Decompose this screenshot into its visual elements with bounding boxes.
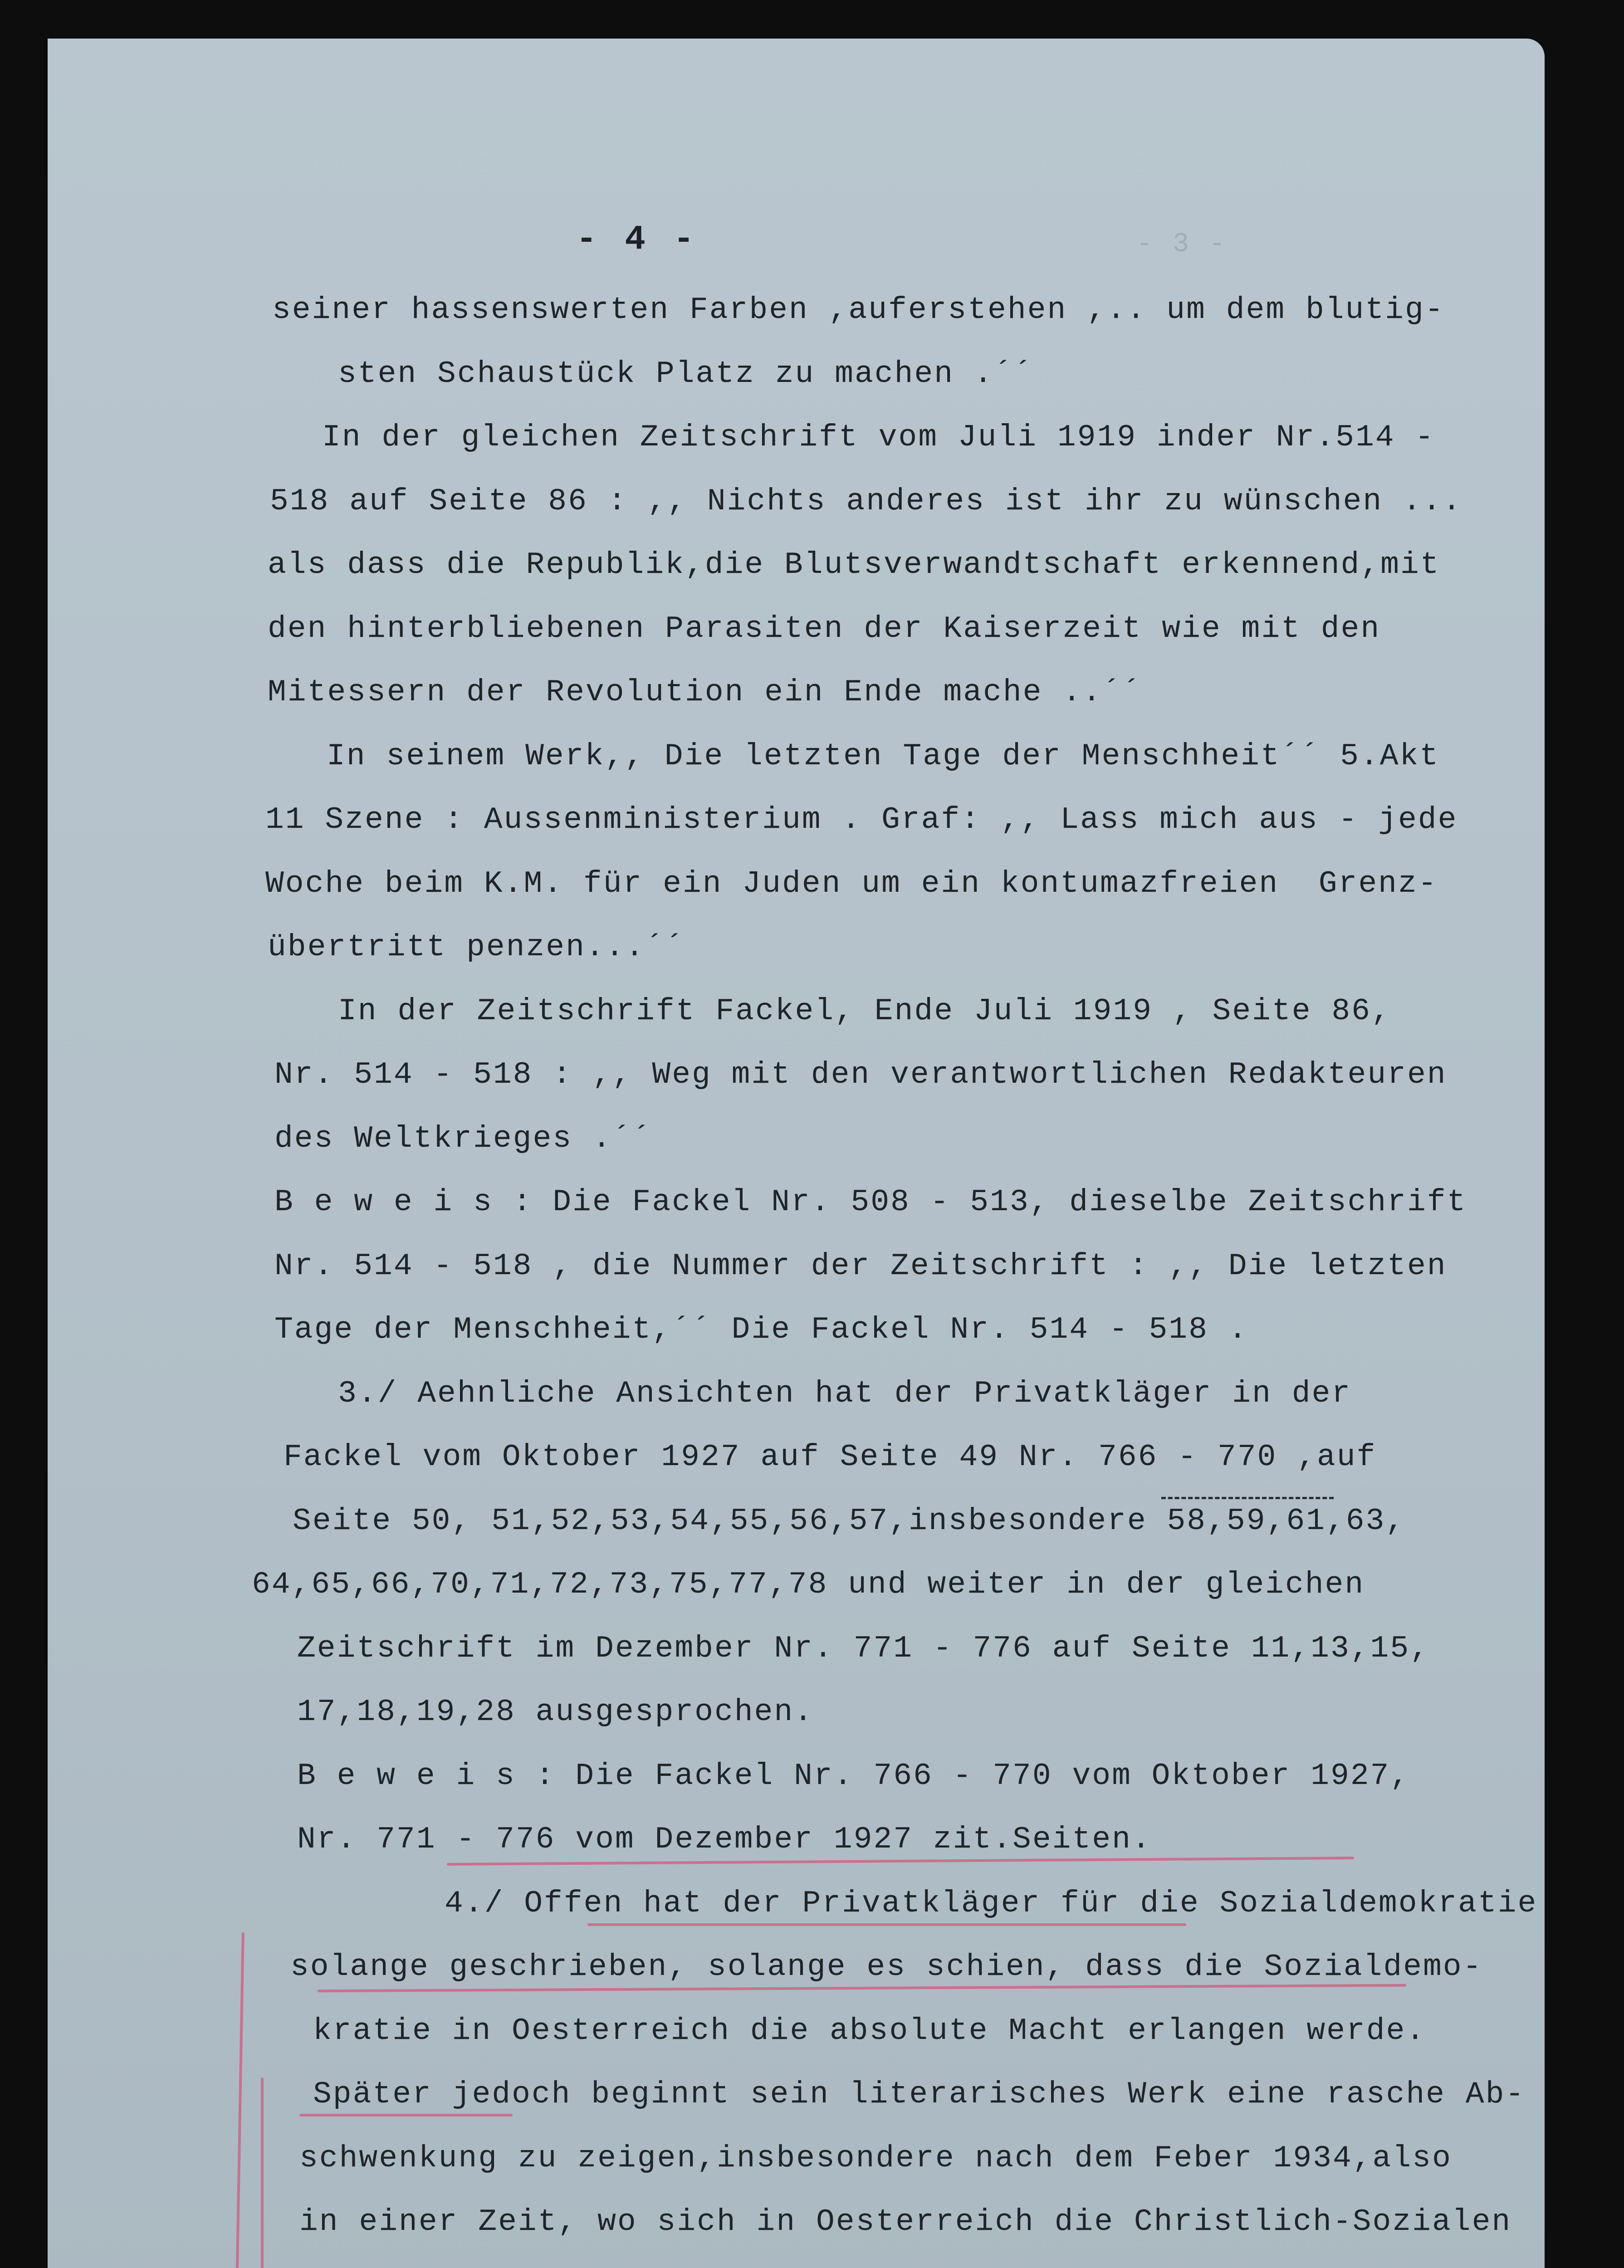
text-line: solange geschrieben, solange es schien, dass die Sozialdemo- — [290, 1950, 1483, 1984]
text-line: des Weltkrieges .´´ — [274, 1121, 652, 1156]
text-line: übertritt penzen...´´ — [268, 930, 685, 965]
text-line: Tage der Menschheit,´´ Die Fackel Nr. 514 - 518 . — [274, 1312, 1248, 1347]
text-line: 17,18,19,28 ausgesprochen. — [297, 1695, 814, 1730]
text-line: B e w e i s : Die Fackel Nr. 508 - 513, dieselbe Zeitschrift — [274, 1185, 1467, 1220]
typed-dash-underline — [1161, 1497, 1334, 1501]
text-line: In seinem Werk,, Die letzten Tage der Menschheit´´ 5.Akt — [327, 738, 1440, 774]
red-pen-margin-line — [261, 2077, 264, 2268]
red-pen-underline — [299, 2114, 513, 2116]
text-line: 3./ Aehnliche Ansichten hat der Privatkläger in der — [338, 1376, 1352, 1411]
text-line: in einer Zeit, wo sich in Oesterreich die Christlich-Sozialen — [299, 2204, 1512, 2239]
bleed-through-text: - 3 - — [1136, 229, 1228, 260]
text-line: Mitessern der Revolution ein Ende mache ..´´ — [268, 675, 1142, 710]
text-line: 11 Szene : Aussenministerium . Graf: ,, Lass mich aus - jede — [265, 802, 1458, 837]
red-pen-underline — [587, 1923, 1186, 1926]
text-line: sten Schaustück Platz zu machen .´´ — [338, 356, 1034, 391]
text-line: den hinterbliebenen Parasiten der Kaiserzeit wie mit den — [268, 611, 1381, 646]
text-line: B e w e i s : Die Fackel Nr. 766 - 770 vom Oktober 1927, — [297, 1758, 1410, 1794]
text-line: In der gleichen Zeitschrift vom Juli 1919 inder Nr.514 - — [322, 420, 1435, 455]
text-line: Fackel vom Oktober 1927 auf Seite 49 Nr. 766 - 770 ,auf — [284, 1440, 1377, 1475]
text-line: seiner hassenswerten Farben ,auferstehen ,.. um dem blutig- — [272, 293, 1445, 327]
text-line: Woche beim K.M. für ein Juden um ein kontumazfreien Grenz- — [265, 866, 1438, 901]
text-line: Nr. 514 - 518 , die Nummer der Zeitschrift : ,, Die letzten — [274, 1248, 1447, 1284]
text-line: 64,65,66,70,71,72,73,75,77,78 und weiter in der gleichen — [252, 1567, 1365, 1602]
text-line: Seite 50, 51,52,53,54,55,56,57,insbesondere 58,59,61,63, — [293, 1503, 1406, 1539]
text-line: Nr. 514 - 518 : ,, Weg mit den verantwortlichen Redakteuren — [274, 1057, 1447, 1092]
text-line: Nr. 771 - 776 vom Dezember 1927 zit.Seiten. — [297, 1822, 1152, 1857]
text-line: 4./ Offen hat der Privatkläger für die Sozialdemokratie — [445, 1886, 1538, 1921]
text-line: Später jedoch beginnt sein literarisches Werk eine rasche Ab- — [313, 2077, 1526, 2112]
page-number: - 4 - — [576, 220, 698, 259]
text-line: 518 auf Seite 86 : ,, Nichts anderes ist ihr zu wünschen ... — [270, 484, 1463, 519]
text-line: schwenkung zu zeigen,insbesondere nach dem Feber 1934,also — [299, 2141, 1452, 2176]
text-line: Zeitschrift im Dezember Nr. 771 - 776 auf Seite 11,13,15, — [297, 1631, 1430, 1666]
text-line: als dass die Republik,die Blutsverwandtschaft erkennend,mit — [268, 547, 1440, 582]
text-line: In der Zeitschrift Fackel, Ende Juli 1919 , Seite 86, — [338, 993, 1391, 1029]
text-line: kratie in Oesterreich die absolute Macht erlangen werde. — [313, 2013, 1426, 2048]
